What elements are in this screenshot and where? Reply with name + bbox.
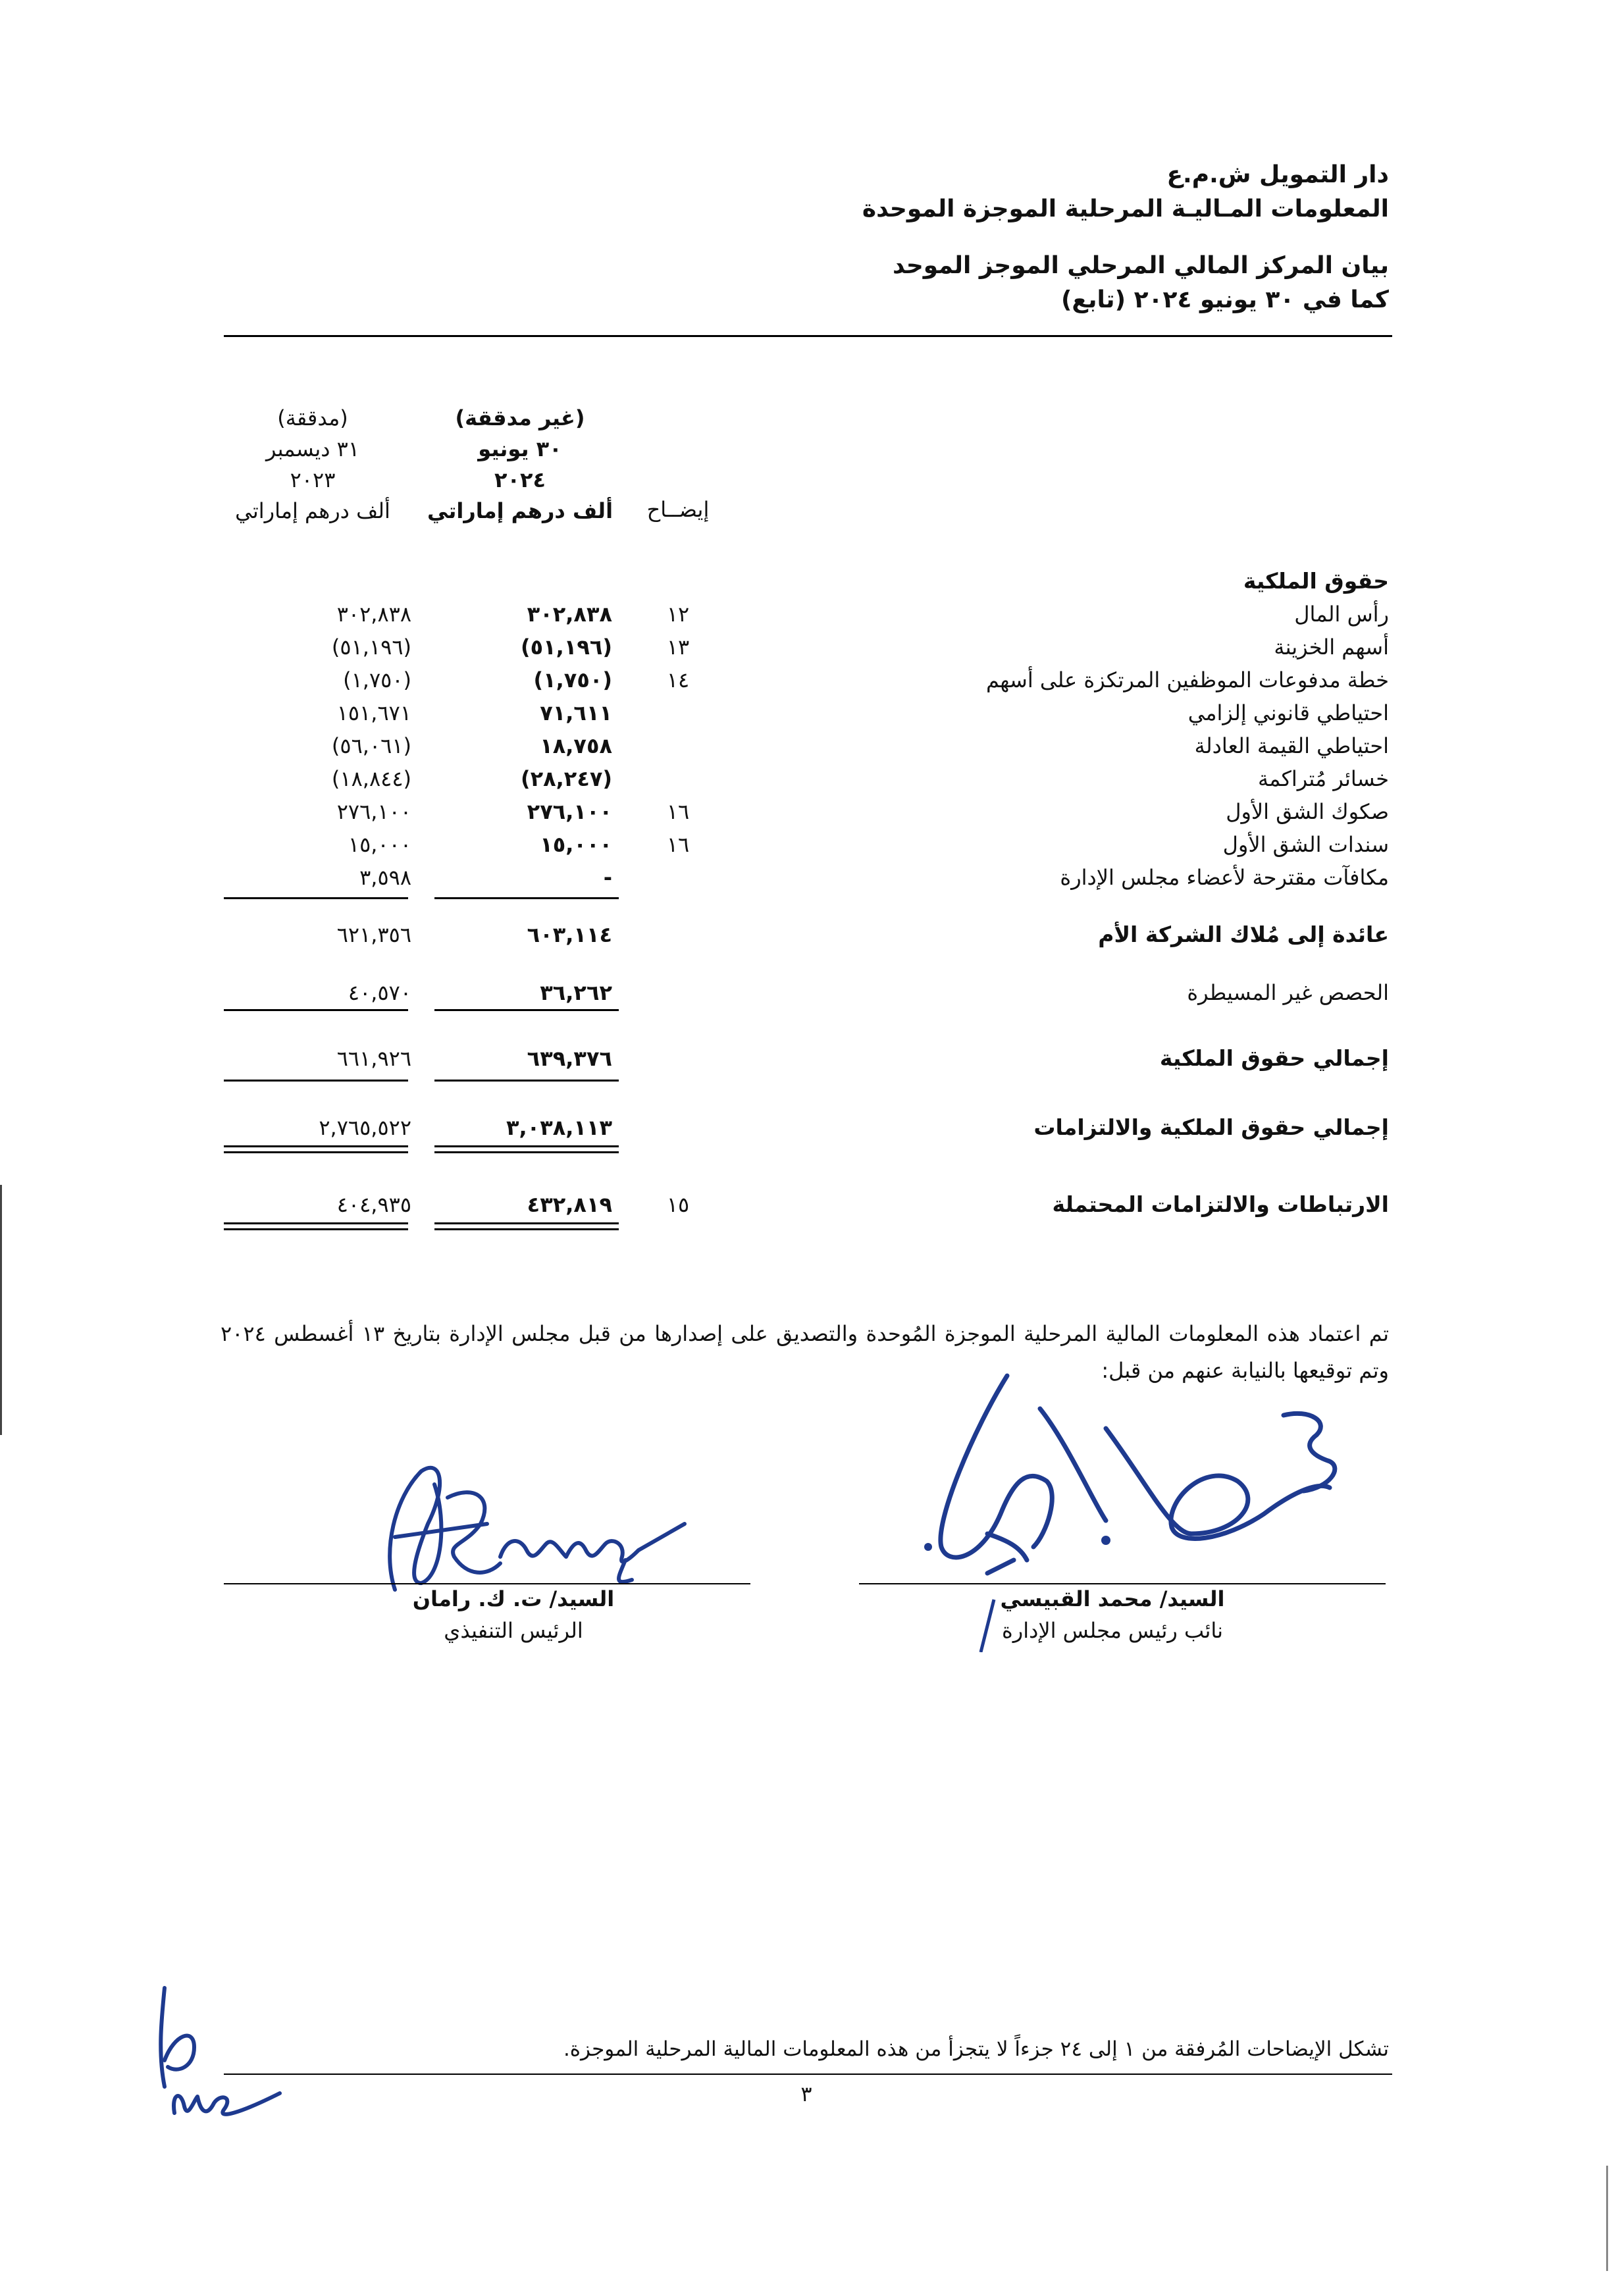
header-divider <box>224 335 1392 337</box>
report-title: المعلومات المـاليـة المرحلية الموجزة الموحدة <box>862 196 1389 222</box>
row-label: صكوك الشق الأول <box>1226 799 1389 824</box>
row-current-value: ٣,٠٣٨,١١٣ <box>506 1115 612 1140</box>
row-current-value: ١٥,٠٠٠ <box>540 832 612 857</box>
row-current-value: ٦٠٣,١١٤ <box>527 922 612 947</box>
row-prior-value: ٦٢١,٣٥٦ <box>336 922 411 947</box>
row-prior-value: ٢,٧٦٥,٥٢٢ <box>319 1115 411 1140</box>
row-prior-value: ١٥١,٦٧١ <box>336 700 411 725</box>
row-current-value: ٣٦,٢٦٢ <box>540 980 612 1005</box>
row-prior-value: ٤٠٤,٩٣٥ <box>336 1192 411 1217</box>
initials-image <box>148 1981 286 2133</box>
row-prior-value: ٦٦١,٩٢٦ <box>336 1046 411 1071</box>
prior-year: ٢٠٢٣ <box>290 467 336 492</box>
prior-unit: ألف درهم إماراتي <box>235 498 390 523</box>
page-number: ٣ <box>800 2081 812 2106</box>
double-rule-top <box>224 1222 408 1224</box>
current-status: (غير مدققة) <box>455 405 585 430</box>
subtotal-rule <box>434 1009 619 1011</box>
row-current-value: (٥١,١٩٦) <box>520 635 612 660</box>
row-prior-value: ٣٠٢,٨٣٨ <box>336 602 411 627</box>
current-unit: ألف درهم إماراتي <box>427 498 613 523</box>
double-rule-bottom <box>434 1228 619 1230</box>
footer-divider <box>224 2074 1392 2075</box>
row-label: احتياطي قانوني إلزامي <box>1187 700 1389 725</box>
scan-edge-mark <box>1606 2166 1608 2271</box>
row-note: ١٤ <box>666 667 690 692</box>
row-current-value: ٢٧٦,١٠٠ <box>527 799 612 824</box>
signatory-right-name: السيد/ محمد القبيسي <box>1000 1586 1225 1611</box>
row-note: ١٦ <box>666 799 690 824</box>
column-header-prior <box>214 403 411 527</box>
statement-date: كما في ٣٠ يونيو ٢٠٢٤ (تابع) <box>1060 286 1389 313</box>
signatory-right-title: نائب رئيس مجلس الإدارة <box>1002 1618 1223 1643</box>
double-rule-bottom <box>224 1228 408 1230</box>
double-rule-top <box>434 1222 619 1224</box>
row-label: إجمالي حقوق الملكية والالتزامات <box>1033 1114 1389 1140</box>
signature-left-image <box>369 1445 698 1596</box>
row-current-value: - <box>603 865 612 890</box>
double-rule-bottom <box>434 1151 619 1153</box>
double-rule-bottom <box>224 1151 408 1153</box>
row-label: خطة مدفوعات الموظفين المرتكزة على أسهم <box>985 667 1389 692</box>
double-rule-top <box>434 1145 619 1147</box>
signatory-right <box>968 1583 1257 1646</box>
row-label: عائدة إلى مُلاك الشركة الأم <box>1098 922 1389 947</box>
row-current-value: ٤٣٢,٨١٩ <box>527 1192 612 1217</box>
statement-title: بيان المركز المالي المرحلي الموجز الموحد <box>893 252 1389 279</box>
row-label: أسهم الخزينة <box>1274 635 1389 660</box>
row-label: الحصص غير المسيطرة <box>1187 980 1389 1005</box>
row-label: سندات الشق الأول <box>1222 832 1389 857</box>
company-name: دار التمويل ش.م.ع <box>1166 161 1389 188</box>
total-rule <box>434 1080 619 1082</box>
prior-status: (مدققة) <box>277 405 348 430</box>
row-label: خسائر مُتراكمة <box>1257 766 1389 791</box>
current-date: ٣٠ يونيو <box>478 436 562 461</box>
row-current-value: ٧١,٦١١ <box>540 700 612 725</box>
prior-date: ٣١ ديسمبر <box>265 436 360 461</box>
column-header-current <box>421 403 619 527</box>
row-note: ١٢ <box>666 602 690 627</box>
row-prior-value: ٢٧٦,١٠٠ <box>336 799 411 824</box>
signatory-left-name: السيد/ ت. ك. رامان <box>412 1586 615 1611</box>
row-prior-value: (٥٦,٠٦١) <box>331 733 411 758</box>
row-prior-value: (١٨,٨٤٤) <box>331 766 411 791</box>
row-label: رأس المال <box>1294 602 1389 627</box>
double-rule-top <box>224 1145 408 1147</box>
document-header <box>270 158 1389 317</box>
row-prior-value: ٤٠,٥٧٠ <box>348 980 411 1005</box>
subtotal-rule <box>224 1009 408 1011</box>
approval-paragraph: تم اعتماد هذه المعلومات المالية المرحلية الموجزة المُوحدة والتصديق على إصدارها من قبل مجلس الإدارة بتاريخ ١٣ أغسطس ٢٠٢٤ وتم توقيعها بالنيابة عنهم من قبل: <box>221 1321 1390 1383</box>
subtotal-rule <box>224 897 408 899</box>
row-prior-value: (٥١,١٩٦) <box>331 635 411 660</box>
row-label: مكافآت مقترحة لأعضاء مجلس الإدارة <box>1060 865 1389 890</box>
row-current-value: (١,٧٥٠) <box>533 667 612 692</box>
row-note: ١٥ <box>666 1192 690 1217</box>
signatory-left-title: الرئيس التنفيذي <box>444 1618 583 1643</box>
row-note: ١٣ <box>666 635 690 660</box>
row-current-value: (٢٨,٢٤٧) <box>520 766 612 791</box>
row-prior-value: (١,٧٥٠) <box>343 667 411 692</box>
total-rule <box>224 1080 408 1082</box>
row-current-value: ٦٣٩,٣٧٦ <box>527 1046 612 1071</box>
row-note: ١٦ <box>666 832 690 857</box>
row-prior-value: ١٥,٠٠٠ <box>348 832 411 857</box>
scan-edge-mark <box>0 1185 2 1435</box>
footer-note: تشكل الإيضاحات المُرفقة من ١ إلى ٢٤ جزءاً لا يتجزأ من هذه المعلومات المالية المرحلية الموجزة. <box>563 2037 1389 2061</box>
current-year: ٢٠٢٤ <box>494 467 546 492</box>
row-current-value: ١٨,٧٥٨ <box>540 733 612 758</box>
row-prior-value: ٣,٥٩٨ <box>359 865 411 890</box>
row-label: إجمالي حقوق الملكية <box>1159 1045 1389 1071</box>
signatory-left <box>369 1583 658 1646</box>
row-label: الارتباطات والالتزامات المحتملة <box>1052 1191 1389 1217</box>
section-title: حقوق الملكية <box>1243 568 1389 594</box>
note-column-header: إيضــاح <box>646 497 710 522</box>
row-label: احتياطي القيمة العادلة <box>1194 733 1389 758</box>
row-current-value: ٣٠٢,٨٣٨ <box>527 602 612 627</box>
subtotal-rule <box>434 897 619 899</box>
